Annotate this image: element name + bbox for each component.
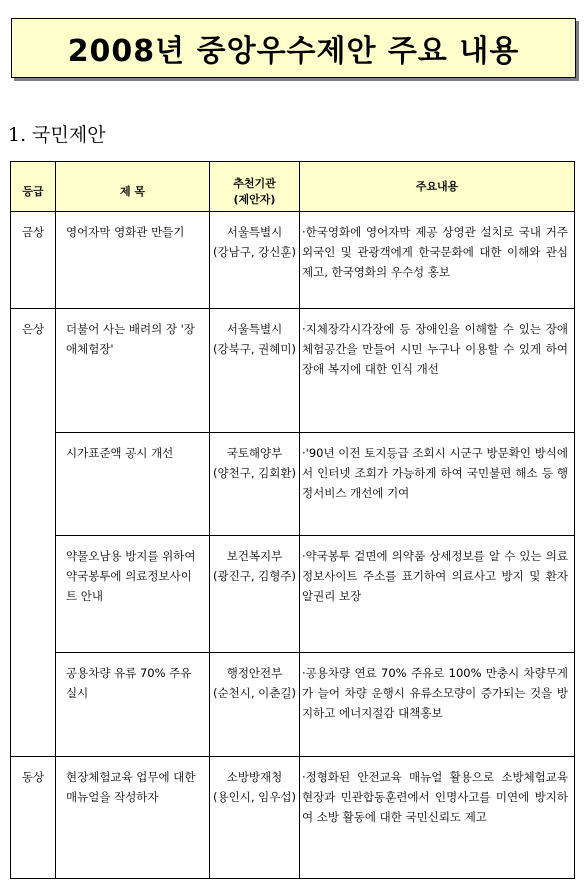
table-row	[11, 536, 575, 653]
header-org-line1: 추천기관	[233, 176, 276, 190]
header-grade: 등급	[11, 162, 56, 212]
cell-grade: 금상	[11, 212, 56, 309]
cell-title: 현장체험교육 업무에 대한 매뉴얼을 작성하자	[56, 757, 210, 879]
cell-title: 시가표준액 공시 개선	[56, 433, 210, 536]
cell-title: 더불어 사는 배려의 장 '장애체험장'	[56, 309, 210, 433]
section-heading: 1. 국민제안	[8, 124, 106, 146]
cell-org	[210, 212, 300, 309]
cell-org-person: (강북구, 권혜미)	[213, 342, 296, 356]
cell-org-name: 국토해양부	[226, 446, 283, 460]
cell-org	[210, 536, 300, 653]
cell-org-person: (강남구, 강신훈)	[213, 245, 296, 259]
cell-org-name: 소방방재청	[226, 770, 283, 784]
table-row	[11, 653, 575, 757]
table-row	[11, 757, 575, 879]
cell-title: 약물오남용 방지를 위하여 약국봉투에 의료정보사이트 안내	[56, 536, 210, 653]
table-header-row	[11, 162, 575, 212]
cell-org	[210, 433, 300, 536]
cell-org	[210, 309, 300, 433]
cell-grade: 은상	[11, 309, 56, 757]
cell-title: 영어자막 영화관 만들기	[56, 212, 210, 309]
header-title: 제 목	[56, 162, 210, 212]
cell-org-person: (광진구, 김형주)	[213, 569, 296, 583]
cell-org-name: 서울특별시	[226, 225, 283, 239]
header-org	[210, 162, 300, 212]
header-desc: 주요내용	[300, 162, 575, 212]
cell-grade: 동상	[11, 757, 56, 879]
cell-org-person: (용인시, 임우섭)	[213, 790, 296, 804]
cell-org-person: (양천구, 김회환)	[213, 466, 296, 480]
cell-desc: ·'90년 이전 토지등급 조회시 시군구 방문확인 방식에서 인터넷 조회가 가능하게 하여 국민불편 해소 등 행정서비스 개선에 기여	[300, 433, 575, 536]
cell-desc: ·지체장각시각장에 등 장애인을 이해할 수 있는 장애체험공간을 만들어 시민 누구나 이용할 수 있게 하여 장애 복지에 대한 인식 개선	[300, 309, 575, 433]
cell-title: 공용차량 유류 70% 주유 실시	[56, 653, 210, 757]
cell-org	[210, 653, 300, 757]
table-row	[11, 309, 575, 433]
cell-desc: ·약국봉투 겉면에 의약품 상세정보를 알 수 있는 의료정보사이트 주소를 표기하여 의료사고 방지 및 환자 알권리 보장	[300, 536, 575, 653]
cell-org-name: 행정안전부	[226, 666, 283, 680]
document-title: 2008년 중앙우수제안 주요 내용	[67, 34, 520, 69]
table-row	[11, 433, 575, 536]
cell-org-name: 보건복지부	[226, 549, 283, 563]
cell-desc: ·한국영화에 영어자막 제공 상영관 설치로 국내 거주 외국인 및 관광객에게 한국문화에 대한 이해와 관심제고, 한국영화의 우수성 홍보	[300, 212, 575, 309]
cell-desc: ·정형화된 안전교육 매뉴얼 활용으로 소방체험교육 현장과 민관합동훈련에서 인명사고를 미연에 방지하여 소방 활동에 대한 국민신뢰도 제고	[300, 757, 575, 879]
cell-org-name: 서울특별시	[226, 322, 283, 336]
cell-org-person: (순천시, 이춘길)	[213, 686, 296, 700]
header-org-line2: (제안자)	[233, 192, 276, 206]
proposal-table	[10, 161, 575, 879]
cell-org	[210, 757, 300, 879]
cell-desc: ·공용차량 연료 70% 주유로 100% 만충시 차량무게가 늘어 차량 운행시 유류소모량이 증가되는 것을 방지하고 에너지절감 대책홍보	[300, 653, 575, 757]
table-row	[11, 212, 575, 309]
document-title-box	[11, 18, 576, 78]
